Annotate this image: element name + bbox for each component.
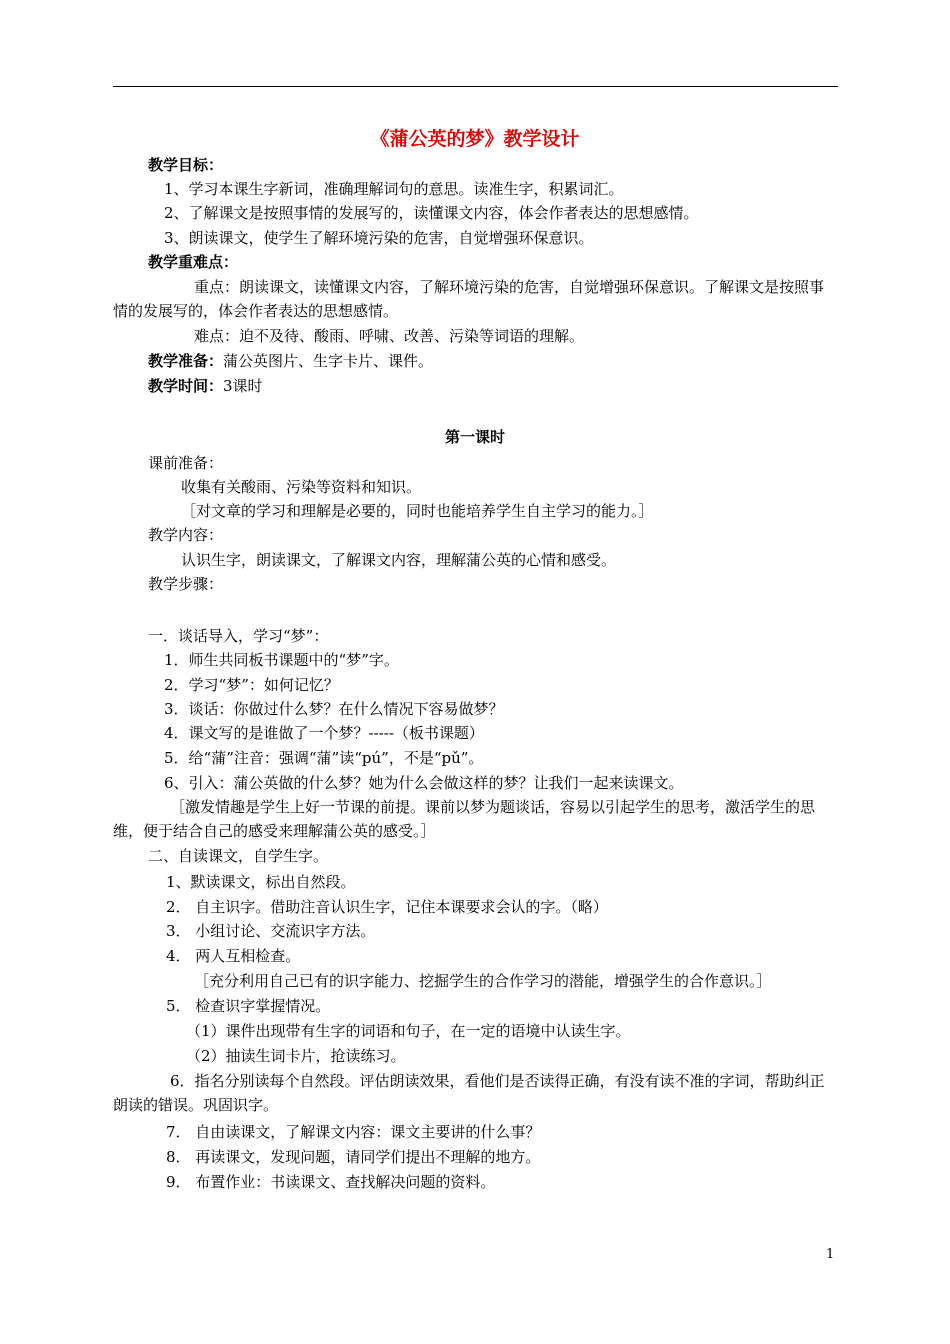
- objectives-heading: 教学目标：: [148, 156, 224, 174]
- prep-text: 收集有关酸雨、污染等资料和知识。: [181, 478, 422, 496]
- part1-heading: 一．谈话导入，学习“梦”：: [148, 627, 329, 645]
- preparation: [148, 349, 433, 373]
- key-difficulty: 难点：迫不及待、酸雨、呼啸、改善、污染等词语的理解。: [194, 327, 585, 345]
- teaching-time: [148, 374, 263, 398]
- header-rule: [113, 86, 838, 87]
- time-text: 3课时: [223, 377, 263, 395]
- part1-item-4: 4．课文写的是谁做了一个梦？-----（板书课题）: [164, 724, 484, 742]
- content-text: 认识生字，朗读课文，了解课文内容，理解蒲公英的心情和感受。: [181, 551, 617, 569]
- objective-3: 3、朗读课文，使学生了解环境污染的危害，自觉增强环保意识。: [164, 229, 594, 247]
- prep-note: ［对文章的学习和理解是必要的，同时也能培养学生自主学习的能力。］: [181, 502, 654, 520]
- part2-item-3: 3． 小组讨论、交流识字方法。: [166, 922, 376, 940]
- part1-item-3: 3．谈话：你做过什么梦？在什么情况下容易做梦？: [164, 700, 504, 718]
- page-number: 1: [826, 1247, 835, 1262]
- steps-label: 教学步骤：: [148, 575, 224, 593]
- preparation-label: 教学准备：: [148, 352, 224, 370]
- part1-item-2: 2．学习“梦”：如何记忆？: [164, 676, 339, 694]
- prep-label: 课前准备：: [148, 454, 224, 472]
- part2-item-2: 2． 自主识字。借助注音认识生字，记住本课要求会认的字。（略）: [166, 898, 608, 916]
- objective-2: 2、了解课文是按照事情的发展写的，读懂课文内容，体会作者表达的思想感情。: [164, 204, 699, 222]
- lesson1-title: 第一课时: [444, 428, 505, 446]
- key-points-heading: 教学重难点：: [148, 253, 239, 271]
- part2-item-1: 1、默读课文，标出自然段。: [166, 873, 356, 891]
- part2-item-9: 9． 布置作业：书读课文、查找解决问题的资料。: [166, 1173, 496, 1191]
- document-title: 《蒲公英的梦》教学设计: [370, 128, 580, 150]
- part1-item-6: 6、引入：蒲公英做的什么梦？她为什么会做这样的梦？让我们一起来读课文。: [164, 774, 684, 792]
- part2-heading: 二、自读课文，自学生字。: [148, 847, 329, 865]
- part1-item-1: 1．师生共同板书课题中的“梦”字。: [164, 651, 399, 669]
- part2-item-5: 5． 检查识字掌握情况。: [166, 997, 331, 1015]
- content-label: 教学内容：: [148, 526, 224, 544]
- part2-note: ［充分利用自己已有的识字能力、挖掘学生的合作学习的潜能，增强学生的合作意识。］: [194, 972, 772, 990]
- part2-sub-1: （1）课件出现带有生字的词语和句子，在一定的语境中认读生字。: [186, 1022, 631, 1040]
- key-focus: 重点：朗读课文，读懂课文内容，了解环境污染的危害，自觉增强环保意识。了解课文是按照事情的发展写的，体会作者表达的思想感情。: [113, 278, 825, 320]
- part1-item-5: 5．给“蒲”注音：强调“蒲”读“pú”，不是“pǔ”。: [164, 749, 484, 767]
- part2-item-4: 4． 两人互相检查。: [166, 947, 301, 965]
- part2-sub-2: （2）抽读生词卡片，抢读练习。: [186, 1047, 406, 1065]
- objective-1: 1、学习本课生字新词，准确理解词句的意思。读准生字，积累词汇。: [164, 180, 624, 198]
- time-label: 教学时间：: [148, 377, 224, 395]
- part2-item-6: 6．指名分别读每个自然段。评估朗读效果，看他们是否读得正确，有没有读不准的字词，帮助纠正朗读的错误。巩固识字。: [113, 1072, 825, 1114]
- part2-item-8: 8． 再读课文，发现问题，请同学们提出不理解的地方。: [166, 1148, 541, 1166]
- part1-note: ［激发情趣是学生上好一节课的前提。课前以梦为题谈话，容易以引起学生的思考，激活学生的思维，便于结合自己的感受来理解蒲公英的感受。］: [113, 798, 816, 840]
- preparation-text: 蒲公英图片、生字卡片、课件。: [223, 352, 434, 370]
- part2-item-7: 7． 自由读课文，了解课文内容：课文主要讲的什么事？: [166, 1123, 541, 1141]
